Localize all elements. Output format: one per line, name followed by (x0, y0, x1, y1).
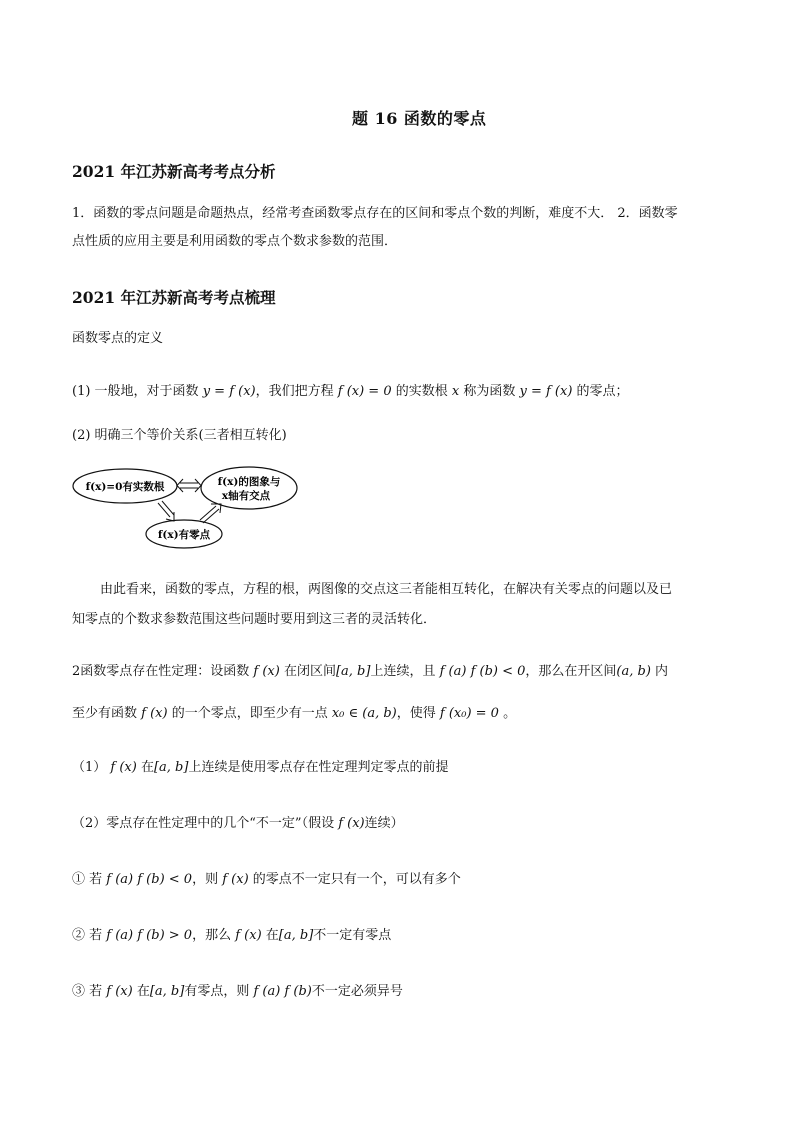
node-ellipse-graph-intersect (201, 467, 297, 509)
text-run: 不一定有零点 (313, 928, 392, 943)
node-real-root: f(x)=0有实数根 (85, 481, 165, 493)
theorem-line-2 (72, 700, 516, 728)
text-run: ，我们把方程 (255, 384, 338, 399)
text-run: 称为函数 (459, 384, 520, 399)
node-has-zero: f(x)有零点 (157, 529, 211, 541)
text-run: 在 (261, 928, 279, 943)
formula: f (a) f (b) > 0 (106, 928, 193, 943)
formula: f (x₀) = 0 (439, 706, 499, 721)
formula: f (x) (222, 872, 249, 887)
note-2 (72, 810, 404, 838)
text-run: （1） (72, 760, 111, 775)
case-2 (72, 922, 391, 950)
text-run: 在闭区间 (279, 664, 336, 679)
formula: f (x) = 0 (337, 384, 392, 399)
note-1 (72, 754, 448, 782)
text-run: 连续） (364, 816, 404, 831)
equivalence-diagram (70, 464, 310, 554)
theorem-line-1 (72, 658, 668, 686)
text-run: （2）零点存在性定理中的几个“不一定”（假设 (72, 816, 339, 831)
formula: y = f (x) (202, 384, 256, 399)
text-run: 的一个零点，即至少有一点 (167, 706, 332, 721)
page-title: 题 16 函数的零点 (352, 109, 487, 128)
definition-line-2: (2) 明确三个等价关系(三者相互转化) (72, 428, 287, 443)
formula: f (x) (110, 760, 137, 775)
text-run: 在 (132, 984, 150, 999)
formula: x₀ ∈ (a, b) (331, 706, 397, 721)
formula: f (x) (141, 706, 168, 721)
text-run: ① 若 (72, 872, 107, 887)
formula: [a, b] (153, 760, 189, 775)
text-run: ② 若 (72, 928, 107, 943)
text-run: ，则 (192, 872, 223, 887)
paragraph-transform-line-1: 由此看来，函数的零点，方程的根，两图像的交点这三者能相互转化，在解决有关零点的问题以及已 (100, 582, 673, 597)
formula: f (a) f (b) < 0 (106, 872, 193, 887)
section-heading-analysis: 2021 年江苏新高考考点分析 (72, 162, 276, 181)
text-run: 的实数根 (391, 384, 452, 399)
text-run: 。 (498, 706, 517, 721)
section-heading-review: 2021 年江苏新高考考点梳理 (72, 288, 276, 307)
formula: [a, b] (278, 928, 314, 943)
text-run: ③ 若 (72, 984, 107, 999)
text-run: 不一定必须异号 (311, 984, 403, 999)
double-arrow-diagonal-right-icon (200, 504, 221, 523)
text-run: ，使得 (396, 706, 440, 721)
formula: x (451, 384, 460, 399)
text-run: 内 (650, 664, 669, 679)
text-run: ，那么 (192, 928, 236, 943)
formula: f (x) (253, 664, 280, 679)
text-run: 2函数零点存在性定理：设函数 (72, 664, 254, 679)
text-run: (1) 一般地，对于函数 (72, 384, 203, 399)
node-graph-intersect-line2: x轴有交点 (221, 490, 271, 502)
paragraph-transform-line-2: 知零点的个数求参数范围这些问题时要用到这三者的灵活转化． (72, 612, 437, 627)
subheading-zero-definition: 函数零点的定义 (72, 331, 164, 346)
text-run: 的零点； (572, 384, 629, 399)
text-run: 上连续是使用零点存在性定理判定零点的前提 (188, 760, 449, 775)
case-3 (72, 978, 403, 1006)
formula: [a, b] (149, 984, 185, 999)
formula: [a, b] (335, 664, 371, 679)
formula: f (x) (338, 816, 365, 831)
text-run: 上连续，且 (370, 664, 440, 679)
formula: f (a) f (b) (253, 984, 312, 999)
text-run: 有零点，则 (184, 984, 254, 999)
formula: f (a) f (b) < 0 (439, 664, 526, 679)
case-1 (72, 866, 461, 894)
analysis-line-1: 1．函数的零点问题是命题热点，经常考查函数零点存在的区间和零点个数的判断，难度不大． 2．函数零 (72, 206, 678, 221)
formula: f (x) (235, 928, 262, 943)
definition-line-1 (72, 378, 629, 406)
text-run: 在 (136, 760, 154, 775)
double-arrow-diagonal-left-icon (158, 501, 174, 521)
analysis-line-2: 点性质的应用主要是利用函数的零点个数求参数的范围． (72, 234, 398, 249)
text-run: 的零点不一定只有一个，可以有多个 (248, 872, 461, 887)
formula: f (x) (106, 984, 133, 999)
text-run: 至少有函数 (72, 706, 142, 721)
node-graph-intersect-line1: f(x)的图象与 (217, 476, 281, 488)
double-arrow-horizontal-icon (177, 479, 201, 492)
formula: (a, b) (616, 664, 651, 679)
formula: y = f (x) (519, 384, 573, 399)
text-run: ，那么在开区间 (525, 664, 617, 679)
